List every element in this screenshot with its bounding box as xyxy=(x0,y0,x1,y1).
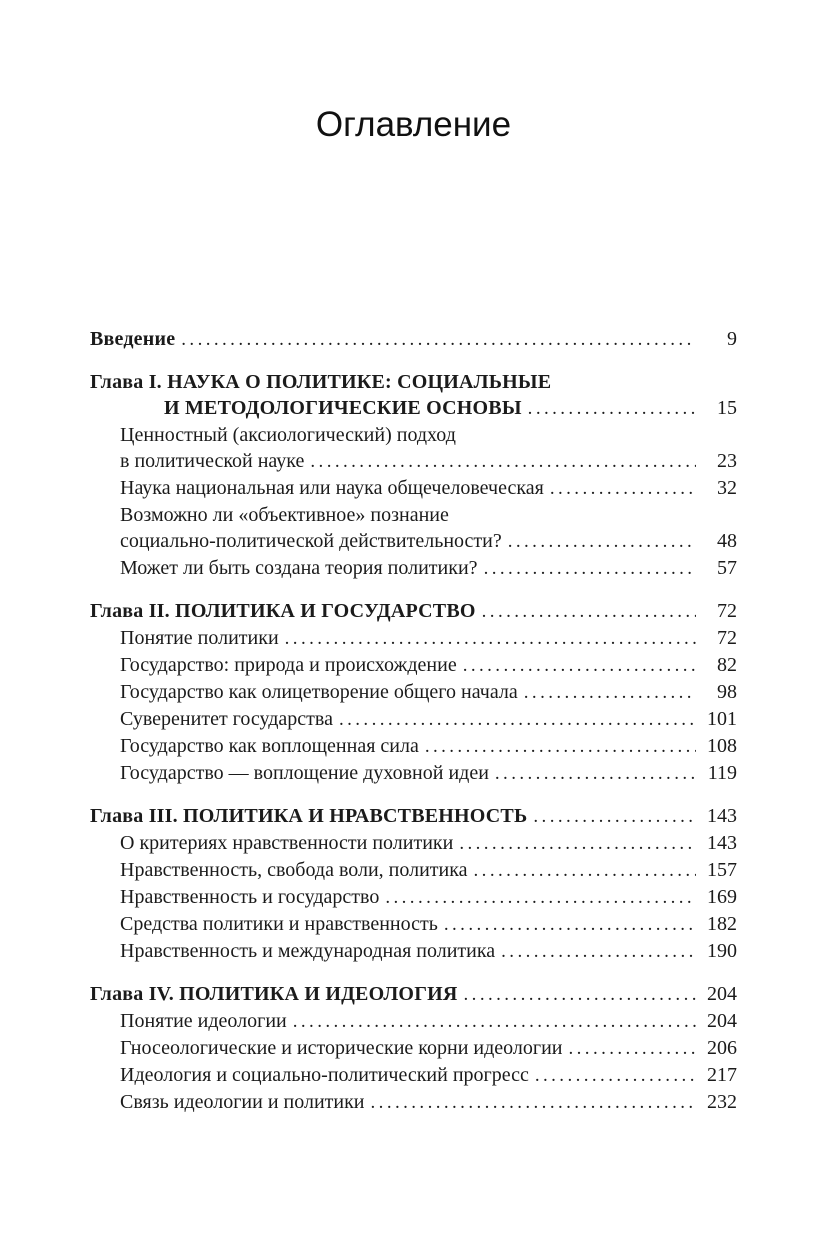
page-number: 72 xyxy=(717,627,737,649)
toc-entry-line xyxy=(120,760,737,787)
toc-entry-line xyxy=(90,981,737,1008)
toc-entry-text: Глава III. ПОЛИТИКА И НРАВСТВЕННОСТЬ xyxy=(90,805,528,827)
toc-entry-text: Понятие идеологии xyxy=(120,1010,287,1032)
page-number: 204 xyxy=(707,1010,737,1032)
toc-entry-line xyxy=(90,395,737,422)
dot-leader xyxy=(371,1089,696,1116)
dot-leader xyxy=(482,598,696,625)
page-number: 119 xyxy=(707,762,737,784)
dot-leader xyxy=(535,1062,696,1089)
toc-entry-text: О критериях нравственности политики xyxy=(120,832,454,854)
toc-entry-text: Государство — воплощение духовной идеи xyxy=(120,762,489,784)
dot-leader xyxy=(528,395,696,422)
toc-entry-text: Нравственность и международная политика xyxy=(120,940,496,962)
toc-entry-line xyxy=(120,1008,737,1035)
toc-group xyxy=(90,981,737,1116)
page-number: 143 xyxy=(707,805,737,827)
toc-sub-entry xyxy=(90,1062,737,1089)
toc-sub-entry xyxy=(90,760,737,787)
toc-entry-text: И МЕТОДОЛОГИЧЕСКИЕ ОСНОВЫ xyxy=(164,397,522,419)
toc-entry-text: Государство: природа и происхождение xyxy=(120,654,457,676)
toc-sub-entry xyxy=(90,475,737,502)
page-number: 32 xyxy=(717,477,737,499)
toc-sub-entry xyxy=(90,911,737,938)
page-number: 82 xyxy=(717,654,737,676)
toc-entry-text: Связь идеологии и политики xyxy=(120,1091,365,1113)
toc-entry-text: Средства политики и нравственность xyxy=(120,913,438,935)
toc-sub-entry xyxy=(90,1008,737,1035)
toc-group xyxy=(90,369,737,582)
toc-entry-line xyxy=(120,652,737,679)
page-number: 98 xyxy=(717,681,737,703)
toc-entry-line xyxy=(120,706,737,733)
dot-leader xyxy=(495,760,696,787)
toc-entry-text: Ценностный (аксиологический) подход xyxy=(120,424,456,446)
dot-leader xyxy=(463,652,696,679)
dot-leader xyxy=(425,733,696,760)
page-number: 72 xyxy=(717,600,737,622)
dot-leader xyxy=(310,448,696,475)
toc-sub-entry xyxy=(90,706,737,733)
toc-entry-text: социально-политической действительности? xyxy=(120,530,502,552)
dot-leader xyxy=(385,884,696,911)
toc-entry-line xyxy=(120,911,737,938)
toc-chapter-entry xyxy=(90,981,737,1008)
page-number: 48 xyxy=(717,530,737,552)
dot-leader xyxy=(339,706,696,733)
toc-chapter-entry xyxy=(90,598,737,625)
toc-entry-text: Может ли быть создана теория политики? xyxy=(120,557,478,579)
dot-leader xyxy=(484,555,696,582)
toc-entry-line xyxy=(120,1089,737,1116)
toc-sub-entry xyxy=(90,625,737,652)
toc-entry-text: Государство как олицетворение общего начала xyxy=(120,681,518,703)
toc-entry-line xyxy=(120,830,737,857)
dot-leader xyxy=(181,326,696,353)
toc-entry-line xyxy=(120,448,737,475)
page-number: 143 xyxy=(707,832,737,854)
toc-entry-line xyxy=(120,733,737,760)
toc-entry-line xyxy=(120,475,737,502)
toc-group xyxy=(90,598,737,787)
toc-entry-text: Гносеологические и исторические корни идеологии xyxy=(120,1037,563,1059)
toc-sub-entry xyxy=(90,733,737,760)
toc-sub-entry xyxy=(90,502,737,555)
page-number: 169 xyxy=(707,886,737,908)
toc-entry-line xyxy=(120,884,737,911)
page-number: 108 xyxy=(707,735,737,757)
page-number: 57 xyxy=(717,557,737,579)
toc-sub-entry xyxy=(90,652,737,679)
page-number: 23 xyxy=(717,450,737,472)
toc-entry-line xyxy=(120,857,737,884)
dot-leader xyxy=(444,911,696,938)
toc-entry-line xyxy=(120,625,737,652)
toc-chapter-entry xyxy=(90,803,737,830)
toc-entry-text: Глава II. ПОЛИТИКА И ГОСУДАРСТВО xyxy=(90,600,476,622)
dot-leader xyxy=(533,803,696,830)
toc-entry-text: Введение xyxy=(90,328,176,350)
page-number: 206 xyxy=(707,1037,737,1059)
toc-entry-line xyxy=(90,598,737,625)
page-number: 204 xyxy=(707,983,737,1005)
toc-entry-line xyxy=(90,326,737,353)
toc-sub-entry xyxy=(90,938,737,965)
toc-sub-entry xyxy=(90,679,737,706)
toc-entry-line xyxy=(120,528,737,555)
toc-sub-entry xyxy=(90,857,737,884)
toc-group xyxy=(90,326,737,353)
dot-leader xyxy=(569,1035,697,1062)
page-number: 190 xyxy=(707,940,737,962)
toc-sub-entry xyxy=(90,422,737,475)
toc-group xyxy=(90,803,737,965)
toc-entry-text: Понятие политики xyxy=(120,627,279,649)
toc-entry-line xyxy=(120,1062,737,1089)
toc-sub-entry xyxy=(90,830,737,857)
page-number: 232 xyxy=(707,1091,737,1113)
page-title: Оглавление xyxy=(315,105,512,144)
dot-leader xyxy=(524,679,696,706)
toc-sub-entry xyxy=(90,1035,737,1062)
page-number: 15 xyxy=(717,397,737,419)
toc-entry-text: Государство как воплощенная сила xyxy=(120,735,419,757)
page-number: 101 xyxy=(707,708,737,730)
toc-entry-text: Нравственность, свобода воли, политика xyxy=(120,859,468,881)
dot-leader xyxy=(550,475,696,502)
page-number: 9 xyxy=(727,328,737,350)
toc-chapter-entry xyxy=(90,369,737,422)
toc-sub-entry xyxy=(90,1089,737,1116)
toc-entry-line xyxy=(120,555,737,582)
toc-entry-line xyxy=(90,803,737,830)
dot-leader xyxy=(501,938,696,965)
page-number: 217 xyxy=(707,1064,737,1086)
toc-entry-text: Возможно ли «объективное» познание xyxy=(120,504,449,526)
toc-entry-line xyxy=(120,679,737,706)
toc-entry-text: Суверенитет государства xyxy=(120,708,333,730)
page-number: 157 xyxy=(707,859,737,881)
toc-sub-entry xyxy=(90,555,737,582)
dot-leader xyxy=(464,981,696,1008)
dot-leader xyxy=(285,625,696,652)
dot-leader xyxy=(293,1008,696,1035)
dot-leader xyxy=(459,830,696,857)
toc-entry-text: Идеология и социально-политический прогресс xyxy=(120,1064,529,1086)
toc-entry-text: Глава IV. ПОЛИТИКА И ИДЕОЛОГИЯ xyxy=(90,983,458,1005)
toc-sub-entry xyxy=(90,884,737,911)
table-of-contents xyxy=(90,326,737,1116)
toc-entry-line xyxy=(120,1035,737,1062)
toc-entry-text: Нравственность и государство xyxy=(120,886,380,908)
toc-entry-text: Наука национальная или наука общечеловеческая xyxy=(120,477,544,499)
dot-leader xyxy=(508,528,696,555)
toc-entry-text: в политической науке xyxy=(120,450,305,472)
toc-entry-text: Глава I. НАУКА О ПОЛИТИКЕ: СОЦИАЛЬНЫЕ xyxy=(90,371,552,393)
dot-leader xyxy=(474,857,696,884)
toc-entry-line xyxy=(120,938,737,965)
toc-chapter-entry xyxy=(90,326,737,353)
page-number: 182 xyxy=(707,913,737,935)
